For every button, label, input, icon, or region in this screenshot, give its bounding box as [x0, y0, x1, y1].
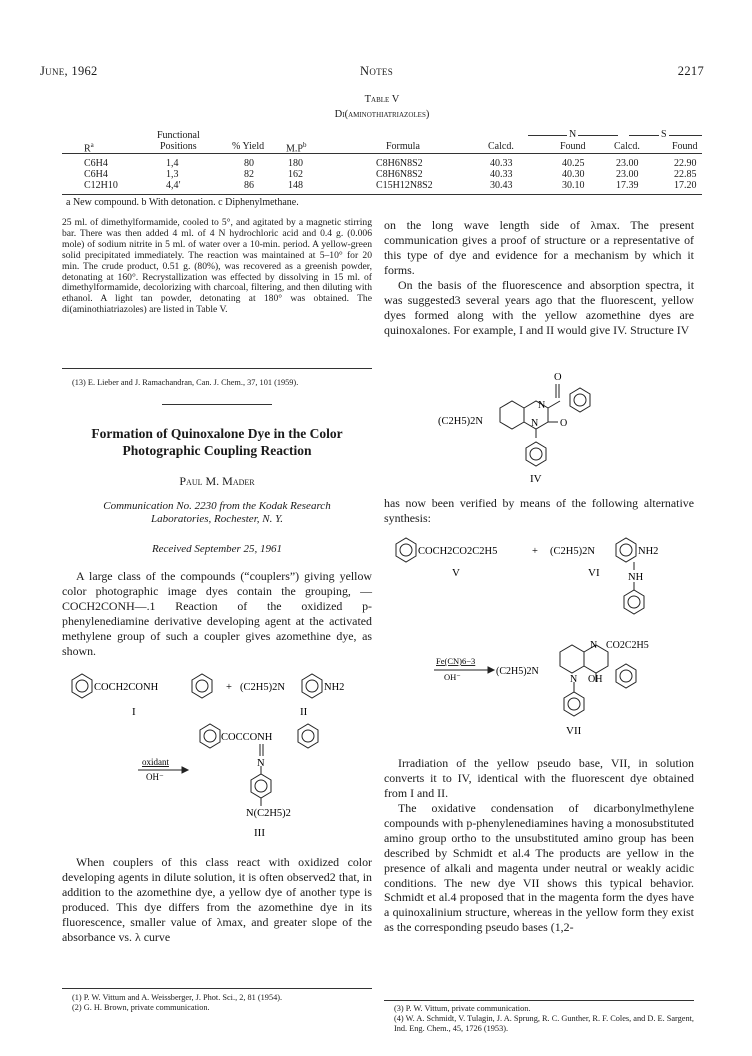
- table-cell-n-found: 40.30: [562, 169, 585, 180]
- s1-group-text: COCH2CONH: [94, 682, 159, 693]
- s2-nr: N(C2H5)2: [246, 808, 291, 819]
- table-cell-r: C6H4: [84, 158, 108, 169]
- right-paragraph-4: Irradiation of the yellow pseudo base, VII, in solution converts it to IV, identical with the fluorescent dye obtained from I and II.: [384, 756, 694, 800]
- table-cell-yield: 80: [244, 158, 254, 169]
- benzene-ring-icon: [302, 674, 322, 698]
- vi-nh2: NH2: [638, 546, 659, 557]
- table-cell-r: C12H10: [84, 180, 118, 191]
- table-footnotes: a New compound. b With detonation. c Diphenylmethane.: [66, 197, 299, 208]
- vii-reagent: Fe(CN)6−3: [436, 656, 476, 666]
- s2-oh: OH⁻: [146, 772, 164, 782]
- vi-amine: (C2H5)2N: [550, 546, 595, 557]
- benzene-ring-icon: [396, 538, 416, 562]
- structure-vii: [430, 630, 690, 750]
- benzene-ring-icon: [624, 590, 644, 614]
- table-cell-formula: C8H6N8S2: [376, 158, 423, 169]
- table-cell-r: C6H4: [84, 169, 108, 180]
- label-iii: III: [254, 827, 265, 839]
- benzene-ring-icon: [251, 774, 271, 798]
- label-ii: II: [300, 706, 308, 718]
- col-header-formula: Formula: [386, 141, 420, 152]
- structure-iv: [430, 368, 650, 488]
- right-paragraph-1: on the long wave length side of λmax. The present communication gives a proof of structure or a representative of this type of dye and evidence for a mechanism by which it forms.: [384, 218, 694, 277]
- footnote-2: (2) G. H. Brown, private communication.: [72, 1003, 210, 1012]
- vii-co: CO2C2H5: [606, 640, 649, 651]
- running-header-date: June, 1962: [40, 64, 98, 78]
- s2-n: N: [257, 758, 265, 769]
- label-vii: VII: [566, 725, 582, 737]
- col-header-n-found: Found: [560, 141, 586, 152]
- col-header-s-calcd: Calcd.: [614, 141, 640, 152]
- table-cell-s-calcd: 23.00: [616, 158, 639, 169]
- table-cell-n-calcd: 30.43: [490, 180, 513, 191]
- table-cell-s-found: 22.90: [674, 158, 697, 169]
- table-cell-formula: C8H6N8S2: [376, 169, 423, 180]
- iv-n-bottom: N: [531, 418, 539, 429]
- table-title: Di(aminothiatriazoles): [334, 109, 430, 120]
- iv-o2: O: [560, 418, 568, 429]
- iv-o: O: [554, 372, 562, 383]
- table-cell-s-found: 17.20: [674, 180, 697, 191]
- vii-n-top: N: [590, 640, 598, 651]
- footnote-1: (1) P. W. Vittum and A. Weissberger, J. Phot. Sci., 2, 81 (1954).: [72, 993, 283, 1002]
- table-cell-pos: 1,3: [166, 169, 179, 180]
- right-paragraph-3: has now been verified by means of the following alternative synthesis:: [384, 496, 694, 525]
- s1-plus: +: [226, 682, 232, 693]
- footnote-4: (4) W. A. Schmidt, V. Tulagin, J. A. Sprung, R. C. Gunther, R. F. Coles, and D. E. Sargent, Ind. Eng. Chem., 45, 1726 (1953).: [394, 1014, 694, 1033]
- table-cell-mp: 162: [288, 169, 303, 180]
- label-vi: VI: [588, 567, 600, 579]
- label-i: I: [132, 706, 136, 718]
- table-cell-s-found: 22.85: [674, 169, 697, 180]
- col-header-s-found: Found: [672, 141, 698, 152]
- benzene-ring-icon: [570, 388, 590, 412]
- s2-reagent: oxidant: [142, 757, 169, 767]
- footnote-13: (13) E. Lieber and J. Ramachandran, Can. J. Chem., 37, 101 (1959).: [72, 378, 299, 387]
- iv-n-top: N: [538, 400, 546, 411]
- v-text: COCH2CO2C2H5: [418, 546, 498, 557]
- table-cell-s-calcd: 17.39: [616, 180, 639, 191]
- when-paragraph: When couplers of this class react with oxidized color developing agents in dilute solution, it is often observed2 that, in addition to the azomethine dye, a yellow dye of another type is produced. This dye differs from the azomethine dye in its fluorescence, smaller value of λmax, and greater slope of the absorbance vs. λ curve: [62, 855, 372, 944]
- label-iv: IV: [530, 473, 542, 485]
- page-number: 2217: [677, 64, 704, 78]
- scheme-coupling-reactants: [60, 660, 380, 720]
- table-cell-n-found: 40.25: [562, 158, 585, 169]
- affiliation: Communication No. 2230 from the Kodak Research Laboratories, Rochester, N. Y.: [103, 500, 331, 525]
- s2-group: COCCONH: [221, 732, 273, 743]
- col-header-r: $R^a$: [84, 141, 94, 155]
- label-v: V: [452, 567, 460, 579]
- author: Paul M. Mader: [179, 474, 255, 488]
- right-paragraph-2: On the basis of the fluorescence and absorption spectra, it was suggested3 several years ago that the fluorescent, yellow dyes formed along with the yellow azomethine dyes are quinoxalones. For example, I and II would give IV. Structure IV: [384, 278, 694, 337]
- n-group-header: N: [569, 129, 577, 140]
- article-title: Formation of Quinoxalone Dye in the Color Photographic Coupling Reaction: [91, 426, 343, 458]
- table-cell-formula: C15H12N8S2: [376, 180, 433, 191]
- table-cell-pos: 4,4′: [166, 180, 181, 191]
- table-cell-n-found: 30.10: [562, 180, 585, 191]
- table-cell-mp: 180: [288, 158, 303, 169]
- col-header-n-calcd: Calcd.: [488, 141, 514, 152]
- vii-oh: OH⁻: [444, 672, 461, 682]
- table-cell-s-calcd: 23.00: [616, 169, 639, 180]
- benzene-ring-icon: [298, 724, 318, 748]
- intro-paragraph: A large class of the compounds (“couplers”) giving yellow color photographic image dyes contain the grouping, —COCH2CONH—.1 Reaction of the oxidized p-phenylenediamine derivative developing agent at the activated methylene group of such a coupler gives azomethine dye, as shown.: [62, 569, 372, 658]
- col-header-mp: $M.P^b$: [286, 141, 307, 155]
- vii-n-bottom: N: [570, 674, 578, 685]
- benzene-ring-icon: [200, 724, 220, 748]
- table-cell-yield: 82: [244, 169, 254, 180]
- s-group-header: S: [661, 129, 667, 140]
- iv-amine: (C2H5)2N: [438, 416, 483, 427]
- running-header-section: Notes: [360, 64, 394, 78]
- table-cell-n-calcd: 40.33: [490, 169, 513, 180]
- benzene-ring-icon: [72, 674, 92, 698]
- col-header-positions: Positions: [160, 141, 197, 152]
- footnote-3: (3) P. W. Vittum, private communication.: [394, 1004, 531, 1013]
- col-header-functional: Functional: [157, 130, 200, 141]
- benzene-ring-icon: [192, 674, 212, 698]
- scheme-azomethine-dye: [120, 720, 360, 840]
- s1-amine: (C2H5)2N: [240, 682, 285, 693]
- received-date: Received September 25, 1961: [151, 543, 283, 555]
- experimental-paragraph: 25 ml. of dimethylformamide, cooled to 5°, and agitated by a magnetic stirring bar. There was then added 4 ml. of 4 N hydrochloric acid and 0.4 g. (0.006 mole) of sodium nitrite in 5 ml. of water over a 10-min. period. A yellow-green solid precipitated immediately. The reaction was maintained at 5–10° for 20 min. The crude product, 0.51 g. (80%), was recovered as a greenish powder, detonating at 160°. Recrystallization was effected by dissolving in 15 ml. of dimethylformamide, decolorizing with charcoal, filtering, and then diluting with ethanol. A light tan powder, detonating at 180° was obtained. The di(aminothiatriazoles) are listed in Table V.: [62, 217, 372, 316]
- table-cell-mp: 148: [288, 180, 303, 191]
- table-label: Table V: [364, 94, 400, 105]
- benzene-ring-icon: [616, 538, 636, 562]
- vi-nh: NH: [628, 572, 644, 583]
- right-paragraph-5: The oxidative condensation of dicarbonylmethylene compounds with p-phenylenediamines having a monosubstituted amino group ortho to the unsubstituted amino group has been described by Schmidt et al.4 The products are yellow in the presence of alkali and magenta under neutral or weakly acidic conditions. The new dye VII shows this typical behavior. Schmidt et al.4 proposed that in the magenta form the dyes have a quinoxalinium structure, whereas in the yellow form they exist as the corresponding pseudo bases (1,2-: [384, 801, 694, 935]
- table-cell-yield: 86: [244, 180, 254, 191]
- s1-nh2: NH2: [324, 682, 345, 693]
- table-cell-n-calcd: 40.33: [490, 158, 513, 169]
- col-header-yield: % Yield: [232, 141, 265, 152]
- benzene-ring-icon: [616, 664, 636, 688]
- scheme-alternative-synthesis: [384, 530, 694, 630]
- benzene-ring-icon: [526, 442, 546, 466]
- table-cell-pos: 1,4: [166, 158, 179, 169]
- s3-plus: +: [532, 546, 538, 557]
- benzene-ring-icon: [564, 692, 584, 716]
- vii-oh2: OH: [588, 674, 603, 685]
- vii-amine: (C2H5)2N: [496, 666, 539, 677]
